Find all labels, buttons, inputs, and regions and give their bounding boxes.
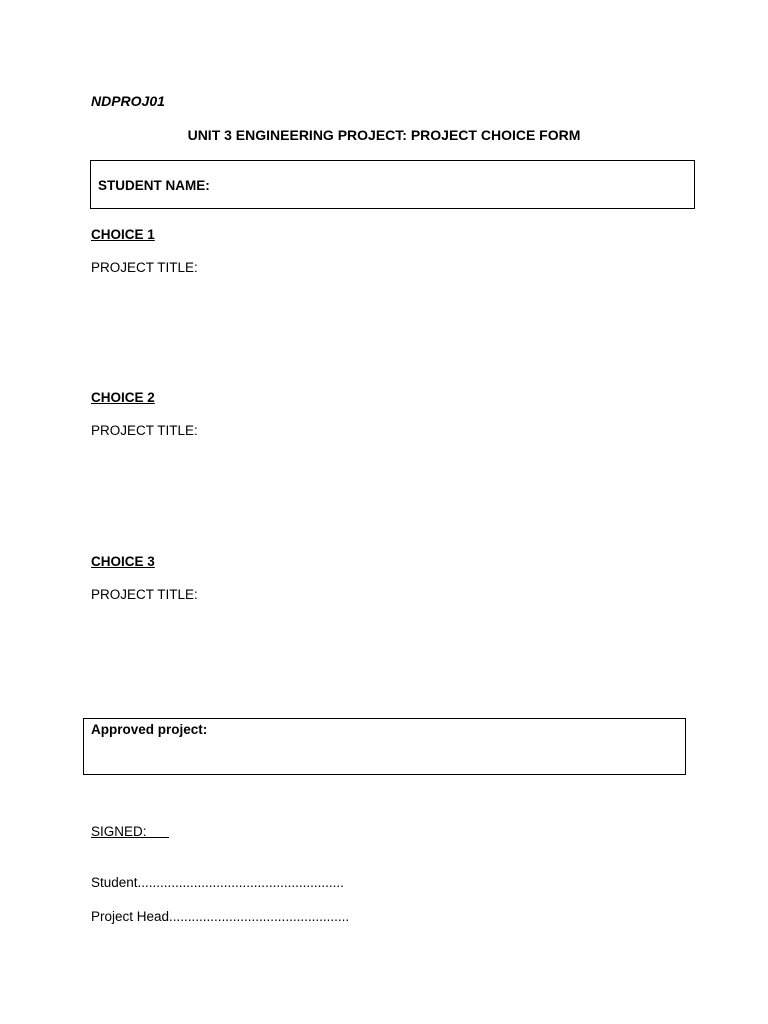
choice-1-project-title-label: PROJECT TITLE:	[91, 260, 198, 275]
choice-2-heading: CHOICE 2	[91, 390, 155, 405]
choice-2-project-title-label: PROJECT TITLE:	[91, 423, 198, 438]
form-title: UNIT 3 ENGINEERING PROJECT: PROJECT CHOICE FORM	[187, 127, 581, 143]
student-name-box[interactable]	[90, 160, 695, 209]
choice-1-heading: CHOICE 1	[91, 227, 155, 242]
document-code: NDPROJ01	[91, 93, 165, 109]
student-name-label: STUDENT NAME:	[98, 178, 210, 193]
approved-project-box[interactable]	[83, 718, 686, 775]
choice-3-project-title-label: PROJECT TITLE:	[91, 587, 198, 602]
student-signature-line: Student.......................................................	[91, 875, 344, 890]
choice-3-heading: CHOICE 3	[91, 554, 155, 569]
signed-label: SIGNED:	[91, 824, 170, 839]
approved-project-label: Approved project:	[91, 722, 208, 737]
project-head-signature-line: Project Head................................................	[91, 909, 350, 924]
